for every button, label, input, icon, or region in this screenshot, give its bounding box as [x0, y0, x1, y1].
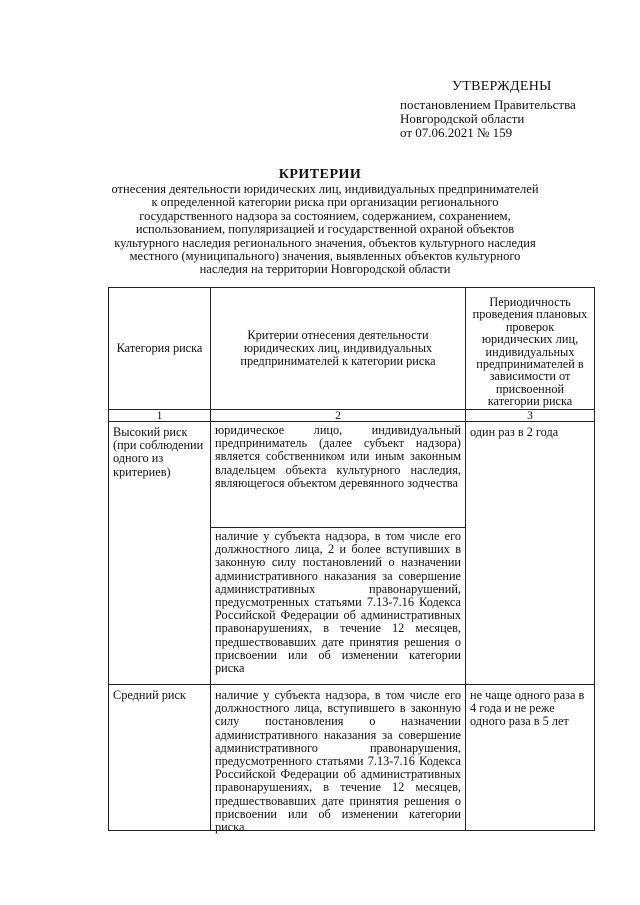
- column-number: 2: [211, 410, 466, 422]
- header-category: Категория риска: [109, 288, 211, 410]
- column-number-row: [109, 410, 594, 422]
- column-number: 1: [109, 410, 211, 422]
- periodicity-high: один раз в 2 года: [466, 422, 594, 685]
- risk-category-high: Высокий риск (при соблюдении одного из критериев): [109, 422, 211, 685]
- criteria-item: юридическое лицо, индивидуальный предприниматель (далее субъект надзора) является собственником или иным законным владельцем объекта культурного наследия, являющегося объектом деревянного зодчества: [211, 422, 465, 528]
- document-title: КРИТЕРИИ: [278, 167, 362, 182]
- approval-heading: УТВЕРЖДЕНЫ: [452, 79, 552, 94]
- table-row: [109, 422, 594, 685]
- header-periodicity: Периодичность проведения плановых проверок юридических лиц, индивидуальных предпринимателей в зависимости от присвоенной категории риска: [466, 288, 594, 410]
- column-number: 3: [466, 410, 594, 422]
- approval-line-3: от 07.06.2021 № 159: [400, 125, 513, 140]
- table-row: [109, 685, 594, 835]
- document-subtitle: отнесения деятельности юридических лиц, индивидуальных предпринимателей к определенной категории риска при организации регионального государственного надзора за состоянием, содержанием, сохранением, использованием, популяризацией и государственной охраной объектов культурного наследия регионального значения, объектов культурного наследия местного (муниципального) значения, выявленных объектов культурного наследия на территории Новгородской области: [111, 182, 539, 277]
- header-criteria: Критерии отнесения деятельности юридических лиц, индивидуальных предпринимателей к категории риска: [211, 288, 466, 410]
- criteria-item: наличие у субъекта надзора, в том числе его должностного лица, вступившего в законную силу постановления о назначении административного наказания за совершение административного правонарушения, предусмотренного статьями 7.13-7.16 Кодекса Российской Федерации об административных правонарушениях, в течение 12 месяцев, предшествовавших дате принятия решения о присвоении или об изменении категории риска: [211, 685, 466, 830]
- approval-line-1: постановлением Правительства: [400, 97, 576, 112]
- criteria-cell: [211, 422, 466, 685]
- risk-category-medium: Средний риск: [109, 685, 211, 830]
- periodicity-medium: не чаще одного раза в 4 года и не реже одного раза в 5 лет: [470, 688, 585, 729]
- approval-block: [400, 80, 620, 140]
- table-header-row: [109, 288, 594, 410]
- criteria-table: [108, 287, 595, 835]
- criteria-item: наличие у субъекта надзора, в том числе его должностного лица, 2 и более вступивших в законную силу постановлений о назначении административного наказания за совершение административных правонарушений, предусмотренных статьями 7.13-7.16 Кодекса Российской Федерации об административных правонарушениях, в течение 12 месяцев, предшествовавших дате принятия решения о присвоении или об изменении категории риска: [215, 529, 461, 676]
- approval-line-2: Новгородской области: [400, 111, 525, 126]
